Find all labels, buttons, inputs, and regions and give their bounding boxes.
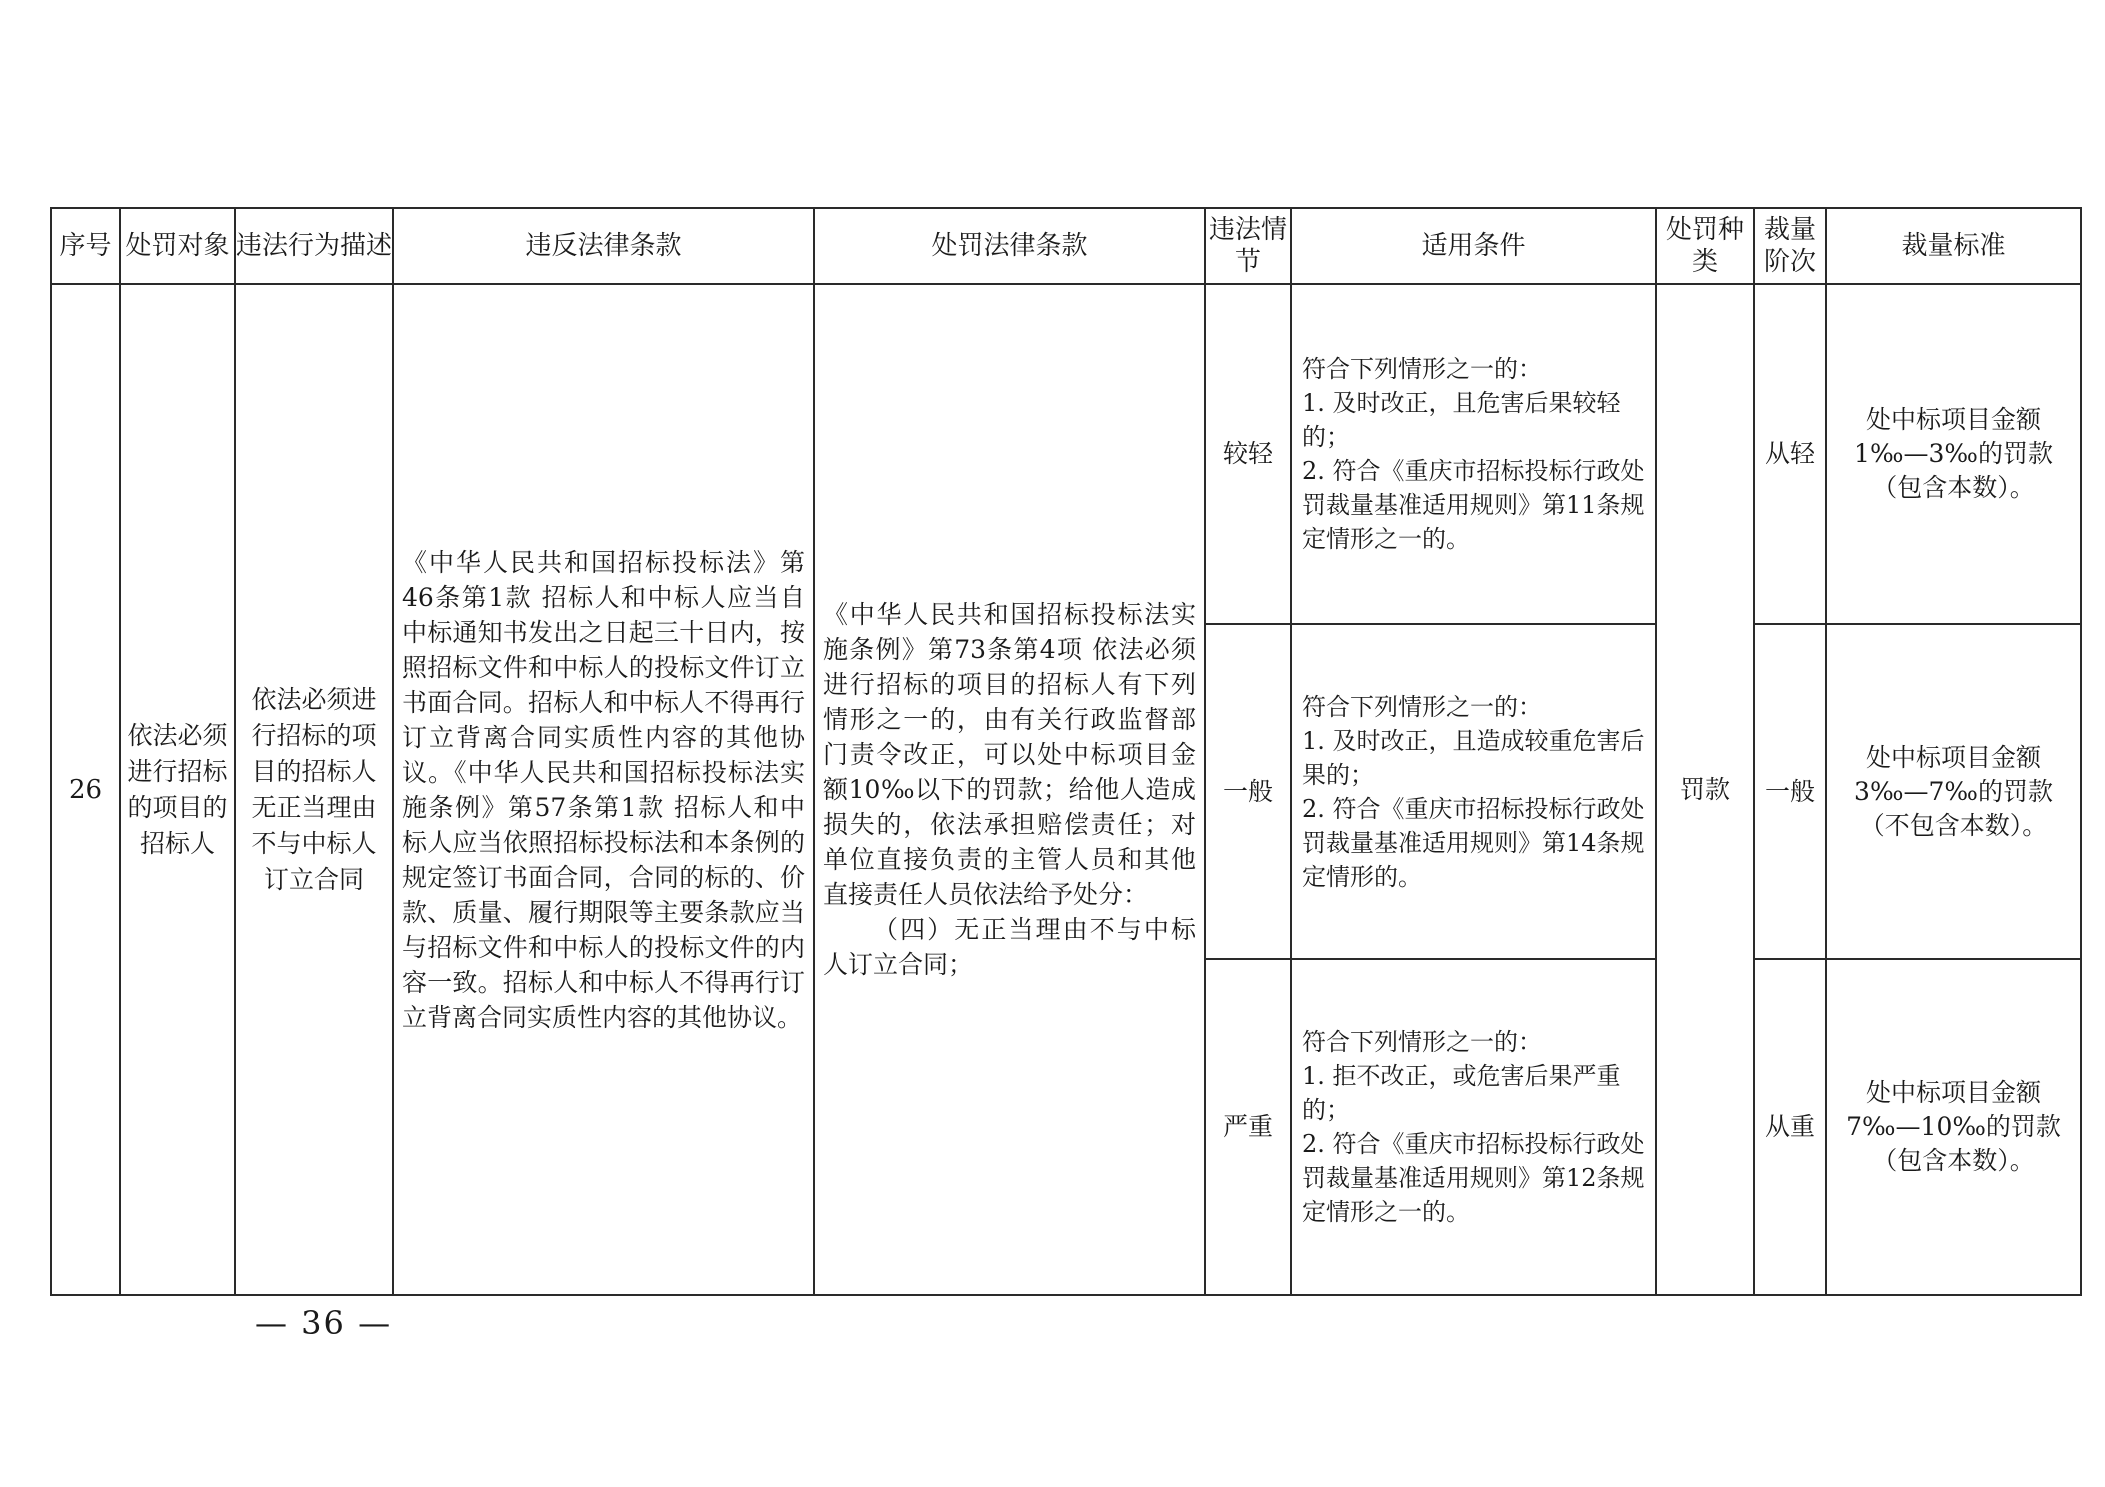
table-row [51,284,2081,624]
std-line: 3‰—7‰的罚款 [1854,776,2053,806]
penalty-law-item: （四）无正当理由不与中标人订立合同； [823,915,1196,979]
header-standard: 裁量标准 [1826,208,2081,284]
header-severity: 违法情节 [1205,208,1291,284]
severity-light: 较轻 [1205,284,1291,624]
header-penalty-type: 处罚种类 [1656,208,1754,284]
conditions-light [1291,284,1656,624]
row-object: 依法必须进行招标的项目的招标人 [120,284,235,1295]
std-line: 处中标项目金额 [1865,742,2041,772]
header-object: 处罚对象 [120,208,235,284]
row-behavior: 依法必须进行招标的项目的招标人无正当理由不与中标人订立合同 [235,284,393,1295]
table-header-row [51,208,2081,284]
cond-item: 1. 及时改正，且造成较重危害后果的； [1302,726,1645,789]
cond-intro: 符合下列情形之一的： [1302,692,1542,721]
penalty-table [50,207,2082,1296]
page-number: — 36 — [255,1304,393,1342]
cond-item: 1. 及时改正，且危害后果较轻的； [1302,389,1621,451]
penalty-law-text: 《中华人民共和国招标投标法实施条例》第73条第4项 依法必须进行招标的项目的招标人有下列情形之一的，由有关行政监督部门责令改正，可以处中标项目金额10‰以下的罚款；给他人造成损失的，依法承担赔偿责任；对单位直接负责的主管人员和其他直接责任人员依法给予处分： [823,600,1196,909]
row-penalty-type: 罚款 [1656,284,1754,1295]
std-line: 1‰—3‰的罚款 [1854,439,2053,468]
std-line: 7‰—10‰的罚款 [1846,1112,2061,1141]
standard-severe [1826,959,2081,1295]
header-seq: 序号 [51,208,120,284]
std-line: 处中标项目金额 [1865,405,2041,434]
severity-severe: 严重 [1205,959,1291,1295]
standard-normal [1826,624,2081,959]
conditions-normal [1291,624,1656,959]
conditions-severe [1291,959,1656,1295]
severity-normal: 一般 [1205,624,1291,959]
header-level: 裁量阶次 [1754,208,1826,284]
std-line: （包含本数）。 [1872,1146,2035,1175]
std-line: 处中标项目金额 [1865,1078,2041,1107]
row-violated-law [393,284,814,1295]
cond-item: 2. 符合《重庆市招标投标行政处罚裁量基准适用规则》第14条规定情形的。 [1302,794,1645,891]
std-line: （不包含本数）。 [1859,810,2048,840]
cond-item: 2. 符合《重庆市招标投标行政处罚裁量基准适用规则》第11条规定情形之一的。 [1302,457,1645,553]
cond-item: 2. 符合《重庆市招标投标行政处罚裁量基准适用规则》第12条规定情形之一的。 [1302,1130,1645,1226]
standard-light [1826,284,2081,624]
cond-item: 1. 拒不改正，或危害后果严重的； [1302,1062,1621,1124]
level-severe: 从重 [1754,959,1826,1295]
violated-law-text: 《中华人民共和国招标投标法》第46条第1款 招标人和中标人应当自中标通知书发出之日起三十日内，按照招标文件和中标人的投标文件订立书面合同。招标人和中标人不得再行订立背离合同实质性内容的其他协议。《中华人民共和国招标投标法实施条例》第57条第1款 招标人和中标人应当依照招标投标法和本条例的规定签订书面合同，合同的标的、价款、质量、履行期限等主要条款应当与招标文件和中标人的投标文件的内容一致。招标人和中标人不得再行订立背离合同实质性内容的其他协议。 [402,547,805,1032]
header-conditions: 适用条件 [1291,208,1656,284]
row-seq: 26 [51,284,120,1295]
row-penalty-law [814,284,1205,1295]
header-violated-law: 违反法律条款 [393,208,814,284]
level-light: 从轻 [1754,284,1826,624]
header-behavior: 违法行为描述 [235,208,393,284]
std-line: （包含本数）。 [1872,473,2035,502]
cond-intro: 符合下列情形之一的： [1302,355,1542,383]
cond-intro: 符合下列情形之一的： [1302,1028,1542,1056]
header-penalty-law: 处罚法律条款 [814,208,1205,284]
level-normal: 一般 [1754,624,1826,959]
